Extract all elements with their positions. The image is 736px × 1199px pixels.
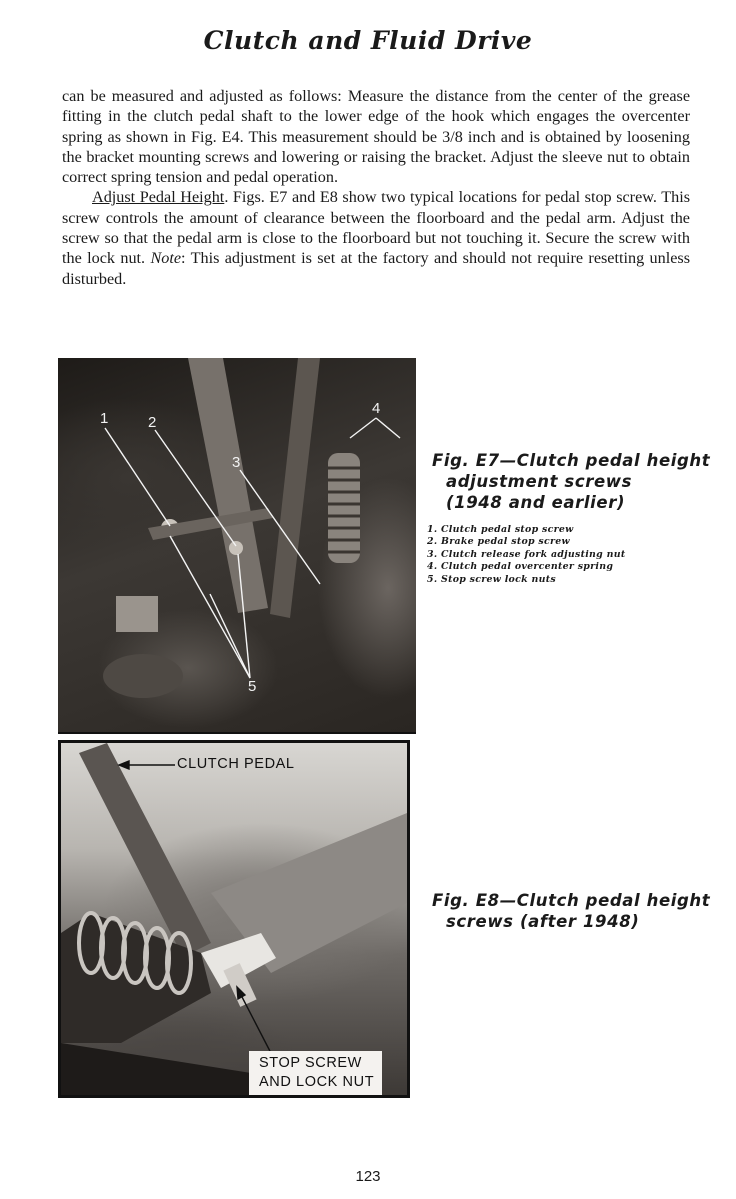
figure-e7-caption-line-3: (1948 and earlier) xyxy=(446,493,626,512)
figure-e8-caption xyxy=(432,890,710,932)
mount-shape xyxy=(103,654,183,698)
paragraph-1: can be measured and adjusted as follows: Measure the distance from the center of the grease fitting in the clutch pedal shaft to the lower edge of the hook which engages the overcenter spring as shown in Fig. E4. This measurement should be 3/8 inch and is obtained by loosening the bracket mounting screws and lowering or raising the bracket. Adjust the sleeve nut to obtain correct spring tension and pedal operation. xyxy=(62,87,690,187)
runin-heading-adjust-pedal-height: Adjust Pedal Height xyxy=(92,188,225,207)
figure-e7-caption-line-1: Fig. E7—Clutch pedal height xyxy=(432,451,711,470)
legend-item: 4. Clutch pedal overcenter spring xyxy=(427,561,614,573)
frame-shape xyxy=(61,1043,251,1095)
label-stop-screw-box xyxy=(249,1051,382,1097)
callout-1: 1 xyxy=(100,410,109,427)
page-number: 123 xyxy=(355,1168,381,1185)
figure-e8-drawing xyxy=(61,743,407,1095)
label-stop-screw-line-1: STOP SCREW xyxy=(259,1055,362,1071)
legend-item: 2. Brake pedal stop screw xyxy=(427,536,570,548)
legend-item: 5. Stop screw lock nuts xyxy=(427,573,556,585)
paragraph-2-text-b: : This adjustment is set at the factory and should not require resetting unless disturbed. xyxy=(62,249,690,288)
figure-e8-caption-line-1: Fig. E8—Clutch pedal height xyxy=(432,891,711,910)
bracket-shape xyxy=(270,358,320,618)
figure-e8-photo xyxy=(58,740,410,1098)
running-head: Clutch and Fluid Drive xyxy=(203,26,533,55)
figure-e8-caption-line-2: screws (after 1948) xyxy=(446,912,640,931)
pedal-arm-shape xyxy=(188,358,268,613)
figure-e7-photo xyxy=(58,358,416,734)
paragraph-2-text-a: . Figs. E7 and E8 show two typical locations for pedal stop screw. This screw controls the amount of clearance between the floorboard and the pedal arm. Adjust the screw so that the pedal arm is close to the floorboard but not touching it. Secure the screw with the lock nut. xyxy=(62,188,690,268)
bolt-head-shape xyxy=(116,596,158,632)
callout-4: 4 xyxy=(372,400,381,417)
legend-item: 1. Clutch pedal stop screw xyxy=(427,524,574,535)
note-label: Note xyxy=(150,249,182,268)
callout-5: 5 xyxy=(248,678,257,695)
brake-stop-shape xyxy=(229,541,243,555)
label-clutch-pedal: CLUTCH PEDAL xyxy=(177,756,295,772)
figure-e7-legend xyxy=(427,524,625,586)
body-text xyxy=(62,86,690,289)
paragraph-2 xyxy=(62,187,690,288)
label-stop-screw-line-2: AND LOCK NUT xyxy=(259,1074,375,1090)
callout-2: 2 xyxy=(148,414,157,431)
legend-item: 3. Clutch release fork adjusting nut xyxy=(427,548,626,560)
figure-e7-caption-line-2: adjustment screws xyxy=(446,472,633,491)
figure-e7-caption xyxy=(432,450,710,513)
figure-e7-drawing xyxy=(58,358,416,732)
callout-3: 3 xyxy=(232,454,241,471)
